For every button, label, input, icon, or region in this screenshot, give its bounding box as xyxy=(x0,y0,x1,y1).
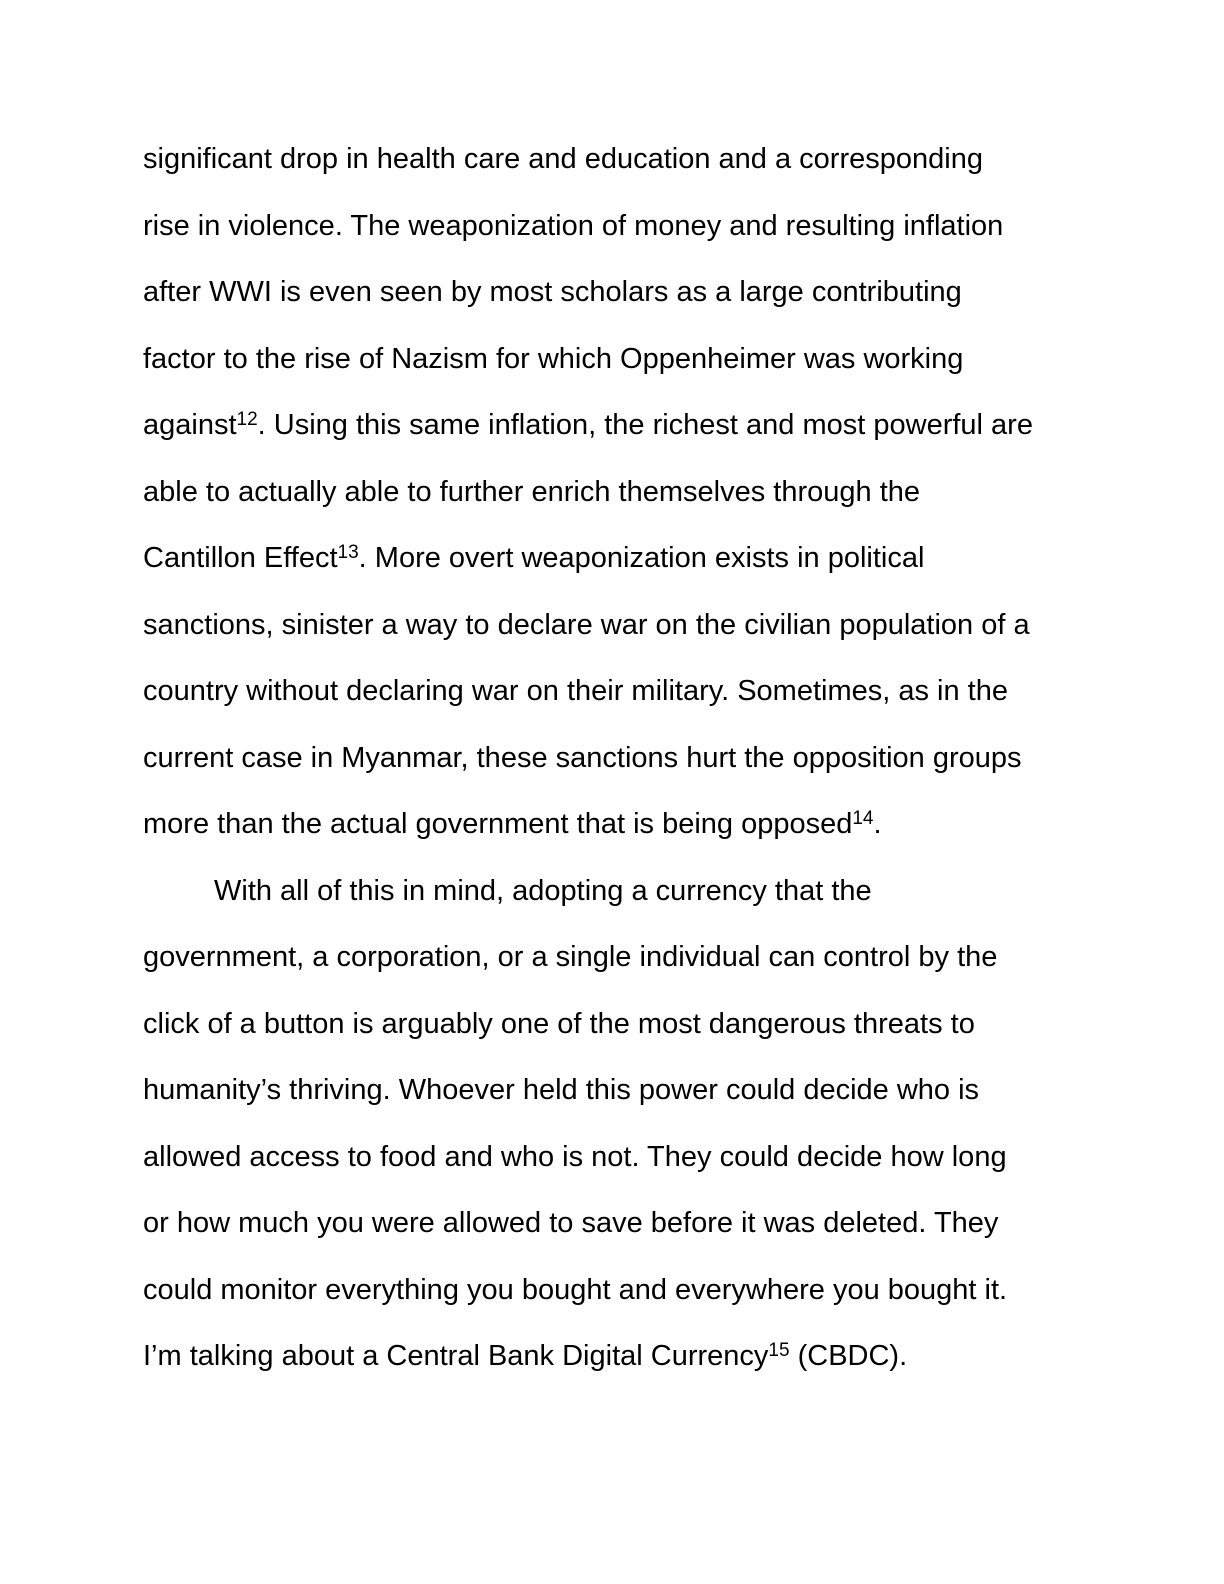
footnote-marker-14: 14 xyxy=(852,808,874,829)
text-line: factor to the rise of Nazism for which Oppenheimer was working xyxy=(143,342,964,375)
text-line: click of a button is arguably one of the most dangerous threats to xyxy=(143,1007,975,1040)
text-line: rise in violence. The weaponization of money and resulting inflation xyxy=(143,209,1004,242)
text-line: country without declaring war on their military. Sometimes, as in the xyxy=(143,675,1008,707)
footnote-marker-15: 15 xyxy=(768,1340,790,1361)
text-line: With all of this in mind, adopting a currency that the xyxy=(214,874,872,907)
text-line: significant drop in health care and education and a corresponding xyxy=(143,143,983,175)
text-line: or how much you were allowed to save before it was deleted. They xyxy=(143,1207,999,1239)
paragraph-2 xyxy=(143,870,1083,1402)
footnote-marker-13: 13 xyxy=(337,542,359,563)
text-line: government, a corporation, or a single individual can control by the xyxy=(143,941,998,973)
text-line: could monitor everything you bought and everywhere you bought it. xyxy=(143,1273,1008,1306)
footnote-marker-12: 12 xyxy=(236,409,258,430)
text-line: I’m talking about a Central Bank Digital Currency$^{15}$ (CBDC). xyxy=(143,1340,908,1372)
text-line: after WWI is even seen by most scholars as a large contributing xyxy=(143,276,962,308)
text-line: humanity’s thriving. Whoever held this power could decide who is xyxy=(143,1074,980,1106)
text-line: current case in Myanmar, these sanctions hurt the opposition groups xyxy=(143,741,1022,774)
text-line: against$^{12}$. Using this same inflation, the richest and most powerful are xyxy=(143,409,1033,441)
text-line: more than the actual government that is being opposed$^{14}$. xyxy=(143,808,882,840)
document-page xyxy=(143,138,1083,1402)
paragraph-1 xyxy=(143,138,1083,870)
text-line: allowed access to food and who is not. They could decide how long xyxy=(143,1140,1007,1173)
text-line: able to actually able to further enrich themselves through the xyxy=(143,475,921,508)
text-line: Cantillon Effect$^{13}$. More overt weaponization exists in political xyxy=(143,542,925,574)
text-line: sanctions, sinister a way to declare war on the civilian population of a xyxy=(143,608,1030,641)
